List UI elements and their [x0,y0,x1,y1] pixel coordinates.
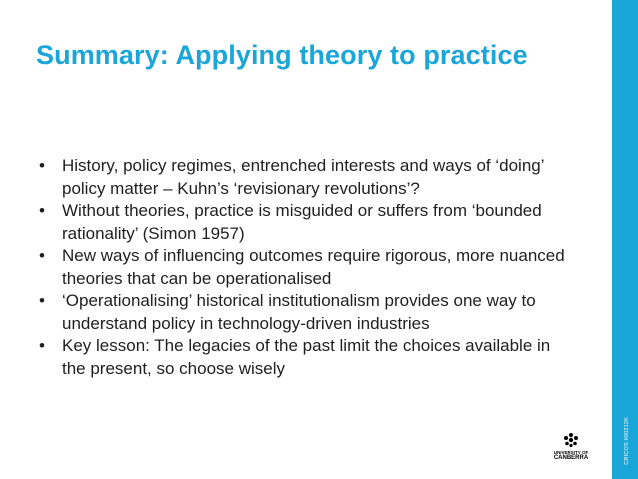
bullet-dot-icon: • [39,246,45,265]
bullet-item [38,290,578,335]
bullet-item [38,200,578,245]
logo-line-canberra: CANBERRA [553,455,589,461]
bullet-item [38,245,578,290]
bullet-text: History, policy regimes, entrenched interests and ways of ‘doing’ policy matter – Kuhn’s ‘revisionary revolutions’? [62,156,544,198]
cricos-code: CRICOS #00212K [624,417,630,465]
accent-side-bar [612,0,638,479]
bullet-item [38,155,578,200]
logo-line-university-of: UNIVERSITY OF [553,450,589,455]
university-crest-icon [562,432,580,448]
bullet-text: Key lesson: The legacies of the past limit the choices available in the present, so choose wisely [62,336,551,378]
university-logo [548,432,594,461]
slide-title: Summary: Applying theory to practice [36,40,528,70]
bullet-list [38,155,578,380]
bullet-text: New ways of influencing outcomes require rigorous, more nuanced theories that can be operationalised [62,246,565,288]
bullet-text: ‘Operationalising’ historical institutionalism provides one way to understand policy in technology-driven industries [62,291,536,333]
bullet-dot-icon: • [39,291,45,310]
bullet-text: Without theories, practice is misguided or suffers from ‘bounded rationality’ (Simon 1957) [62,201,542,243]
bullet-dot-icon: • [39,201,45,220]
bullet-dot-icon: • [39,336,45,355]
bullet-item [38,335,578,380]
bullet-dot-icon: • [39,156,45,175]
